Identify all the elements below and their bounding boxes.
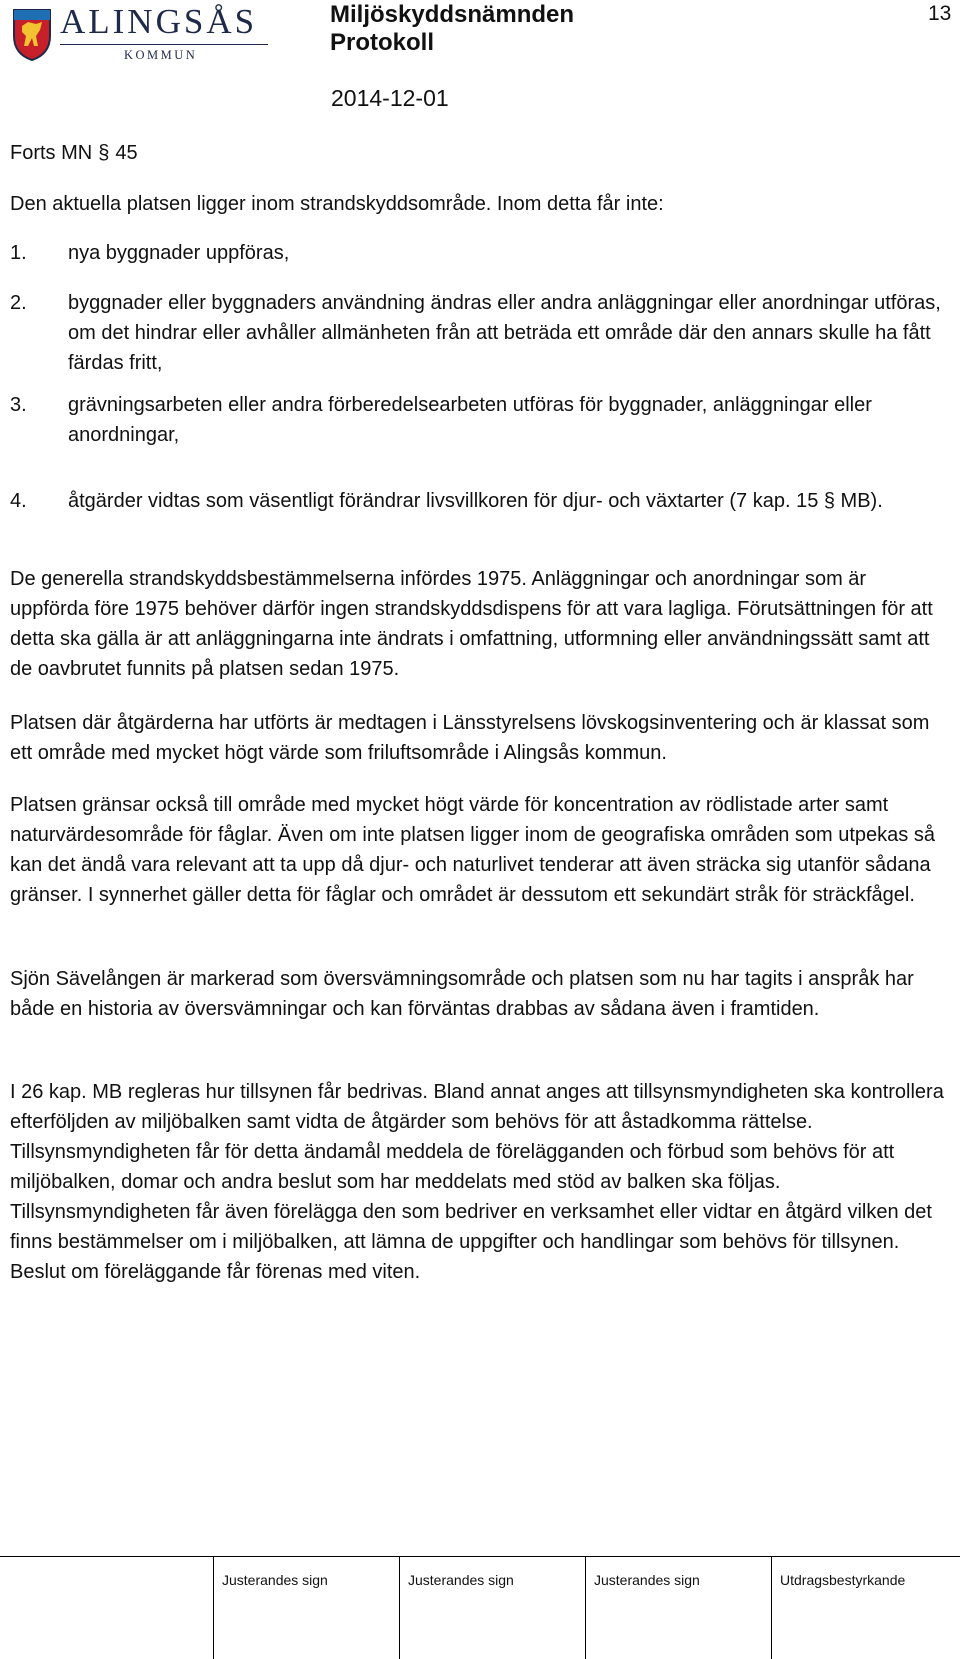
list-item-number: 2.: [10, 292, 27, 314]
signature-label: Justerandes sign: [408, 1572, 514, 1588]
document-type: Protokoll: [330, 29, 435, 56]
paragraph: I 26 kap. MB regleras hur tillsynen får bedrivas. Bland annat anges att tillsynsmyndigheten ska kontrollera efterföljden av miljöbalken samt vidta de åtgärder som behövs för att åstadkomma rättelse. Tillsynsmyndigheten får för detta ändamål meddela de förelägganden och förbud som behövs för att miljöbalken, domar och andra beslut som har meddelats med stöd av balken ska följas. Tillsynsmyndigheten får även förelägga den som bedriver en verksamhet eller vidtar en åtgärd vilken det finns bestämmelser om i miljöbalken, att lämna de uppgifter och handlingar som behövs för tillsynen. Beslut om föreläggande får förenas med viten.: [10, 1081, 944, 1283]
paragraph: Platsen där åtgärderna har utförts är medtagen i Länsstyrelsens lövskogsinventering och är klassat som ett område med mycket högt värde som friluftsområde i Alingsås kommun.: [10, 712, 930, 764]
list-item-number: 4.: [10, 490, 27, 512]
coat-of-arms-icon: [10, 6, 54, 62]
list-item-text: grävningsarbeten eller andra förberedelsearbeten utföras för byggnader, anläggningar eller anordningar,: [68, 394, 872, 446]
intro-text: Den aktuella platsen ligger inom strandskyddsområde. Inom detta får inte:: [10, 193, 664, 215]
signature-box: [585, 1556, 771, 1659]
paragraph: De generella strandskyddsbestämmelserna infördes 1975. Anläggningar och anordningar som är uppförda före 1975 behöver därför ingen strandskyddsdispens för att vara lagliga. Förutsättningen för att detta ska gälla är att anläggningarna inte ändrats i omfattning, utformning eller användningssätt samt att de oavbrutet funnits på platsen sedan 1975.: [10, 568, 933, 680]
list-item-number: 1.: [10, 242, 27, 264]
page-number: 13: [928, 2, 952, 25]
list-item-text: åtgärder vidtas som väsentligt förändrar livsvillkoren för djur- och växtarter (7 kap. 15 § MB).: [68, 490, 883, 512]
signature-label: Justerandes sign: [222, 1572, 328, 1588]
certification-box: [771, 1556, 960, 1659]
list-item-text: nya byggnader uppföras,: [68, 242, 290, 264]
certification-label: Utdragsbestyrkande: [780, 1572, 906, 1588]
logo-rule: [60, 44, 268, 45]
section-prefix: Forts MN: [10, 142, 93, 164]
list-item-number: 3.: [10, 394, 27, 416]
committee-title: Miljöskyddsnämnden: [330, 1, 575, 28]
list-item-text: byggnader eller byggnaders användning ändras eller andra anläggningar eller anordningar utföras, om det hindrar eller avhåller allmänheten från att beträda ett område där den annars skulle ha fått färdas fritt,: [68, 292, 941, 374]
signature-box: [399, 1556, 585, 1659]
section-sign: §: [98, 142, 110, 164]
logo-wordmark: ALINGSÅS: [60, 2, 258, 41]
paragraph: Platsen gränsar också till område med mycket högt värde för koncentration av rödlistade arter samt naturvärdesområde för fåglar. Även om inte platsen ligger inom de geografiska områden som utpekas så kan det ändå vara relevant att ta upp då djur- och naturlivet tenderar att även sträcka sig utanför sådana gränser. I synnerhet gäller detta för fåglar och området är dessutom ett sekundärt stråk för sträckfågel.: [10, 794, 935, 906]
municipality-logo: [10, 4, 272, 66]
signature-box: [213, 1556, 399, 1659]
document-date: 2014-12-01: [331, 85, 449, 111]
logo-subtitle: KOMMUN: [124, 48, 198, 62]
signature-label: Justerandes sign: [594, 1572, 700, 1588]
section-heading: [10, 138, 138, 168]
section-number: 45: [115, 142, 138, 164]
paragraph: Sjön Sävelången är markerad som översvämningsområde och platsen som nu har tagits i anspråk har både en historia av översvämningar och kan förväntas drabbas av sådana även i framtiden.: [10, 968, 914, 1020]
